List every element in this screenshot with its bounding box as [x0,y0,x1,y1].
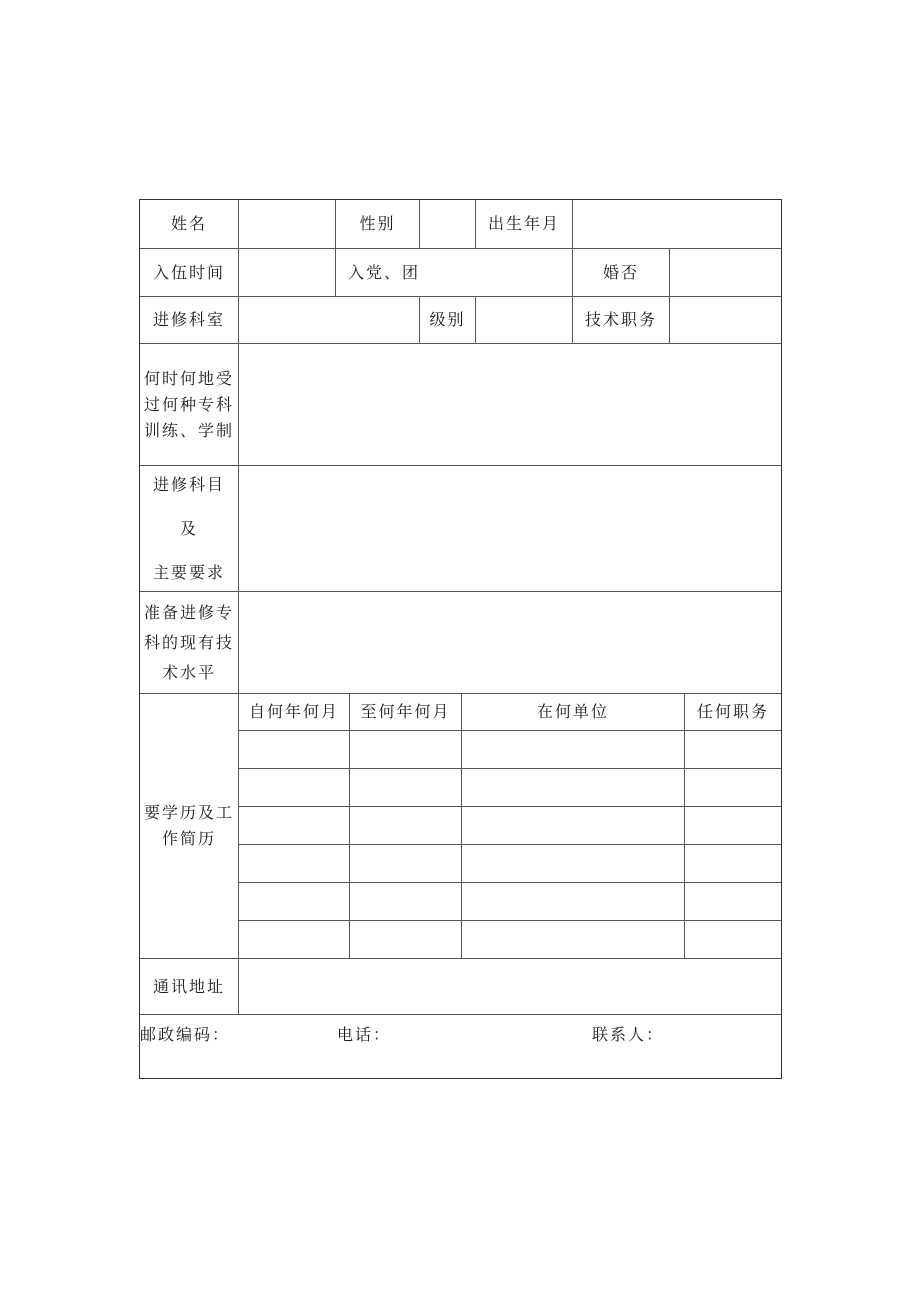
birth-date-label: 出生年月 [487,214,560,233]
resume-column-divider [461,693,462,958]
label-line: 何时何地受 [143,368,234,388]
marital-status-label: 婚否 [602,262,639,282]
marital-status-field[interactable] [670,249,781,296]
to-date-header: 至何年何月 [360,702,451,721]
study-department-label: 进修科室 [152,310,225,329]
current-tech-level-label [140,592,238,693]
postcode-label: 邮政编码： [140,1025,231,1044]
row-divider [140,1014,781,1015]
level-field[interactable] [476,297,572,343]
resume-row-divider [238,806,781,807]
resume-column-divider [349,693,350,958]
resume-column-divider [684,693,685,958]
contact-person-label: 联系人： [592,1025,665,1044]
gender-label: 性别 [359,214,396,233]
prior-training-field[interactable] [239,344,781,465]
label-line: 科的现有技 [143,632,234,652]
enlist-time-label: 入伍时间 [152,262,225,282]
position-header: 任何职务 [696,702,769,721]
resume-row-divider [238,768,781,769]
party-league-label: 入党、团 [347,262,420,282]
resume-row-divider [238,844,781,845]
current-tech-level-field[interactable] [239,592,781,693]
prior-training-label [140,344,238,465]
label-line: 进修科目 [152,474,225,494]
birth-date-field[interactable] [573,200,781,248]
label-line: 术水平 [161,662,216,682]
from-date-header: 自何年何月 [248,702,339,721]
resume-row-divider [238,882,781,883]
employer-header: 在何单位 [536,702,609,721]
study-department-field[interactable] [239,297,419,343]
label-line: 训练、学制 [143,420,234,440]
label-line: 要学历及工 [143,803,234,822]
label-line: 过何种专科 [143,394,234,414]
study-subjects-field[interactable] [239,466,781,591]
phone-label: 电话： [337,1025,392,1044]
name-field[interactable] [239,200,335,248]
label-line: 作简历 [161,829,216,848]
application-form-table [139,199,782,1079]
party-league-field[interactable] [420,249,572,296]
resume-row-divider [238,920,781,921]
technical-title-field[interactable] [670,297,781,343]
enlist-time-field[interactable] [239,249,335,296]
label-line: 准备进修专 [143,602,234,622]
level-label: 级别 [429,310,466,329]
mailing-address-field[interactable] [239,959,781,1014]
label-line: 主要要求 [152,562,225,582]
technical-title-label: 技术职务 [584,310,657,329]
name-label: 姓名 [170,214,207,233]
label-line: 及 [179,518,198,538]
mailing-address-label: 通讯地址 [152,976,225,996]
education-work-history-label [140,694,238,958]
gender-field[interactable] [420,200,475,248]
resume-row-divider [238,730,781,731]
study-subjects-label [140,466,238,591]
